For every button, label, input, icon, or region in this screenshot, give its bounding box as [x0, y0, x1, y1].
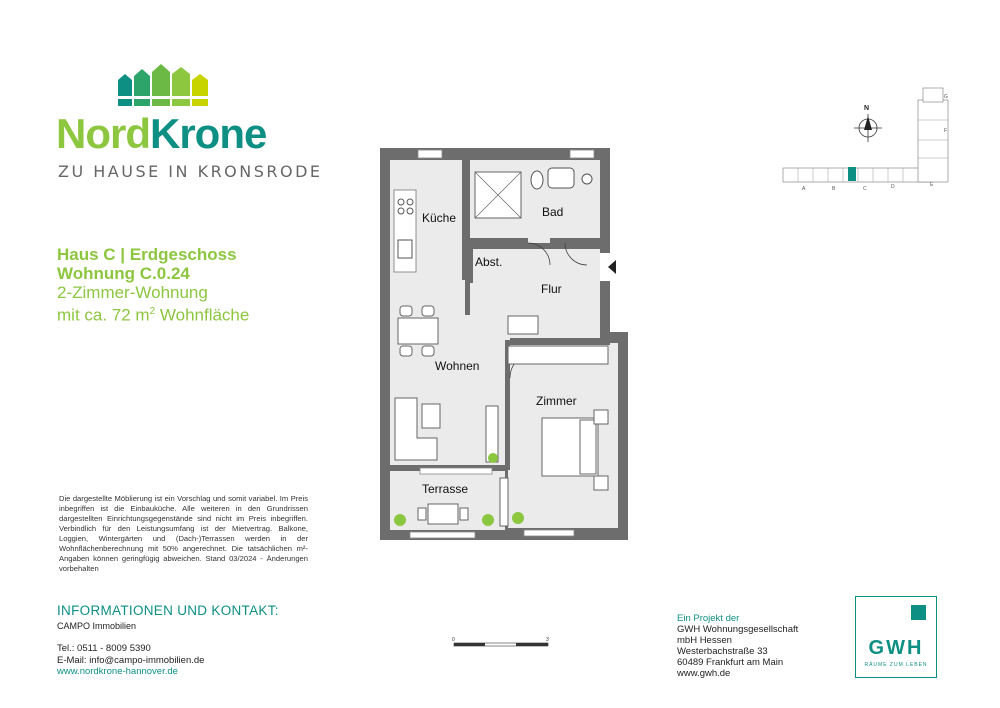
- compass-north-label: N: [864, 105, 870, 112]
- project-city: 60489 Frankfurt am Main: [677, 657, 784, 668]
- unit-house-floor: Haus C | Erdgeschoss: [57, 245, 237, 264]
- gwh-logo: [855, 596, 937, 678]
- scale-bar: [452, 637, 556, 651]
- project-company: GWH Wohnungsgesellschaft: [677, 624, 799, 635]
- site-label-g: G: [944, 94, 948, 100]
- floorplan: [380, 148, 628, 540]
- unit-type: 2-Zimmer-Wohnung: [57, 283, 208, 302]
- scale-start: 0: [452, 637, 455, 643]
- unit-number: Wohnung C.0.24: [57, 264, 190, 283]
- brand-wordmark: [56, 110, 267, 157]
- site-plan: [778, 80, 968, 195]
- room-label-kitchen: Küche: [422, 211, 457, 225]
- site-label-b: B: [832, 186, 836, 192]
- contact-details: [57, 643, 204, 678]
- contact-website-link[interactable]: www.nordkrone-hannover.de: [57, 666, 178, 677]
- brand-name-part1: Nord: [56, 110, 150, 157]
- project-info: [677, 613, 798, 679]
- gwh-logo-letters: GWH: [868, 637, 924, 659]
- site-highlight-unit: [848, 167, 856, 181]
- nordkrone-logo-mark: [110, 62, 216, 106]
- room-label-living: Wohnen: [435, 359, 480, 373]
- site-label-c: C: [863, 186, 867, 192]
- unit-area: [57, 302, 249, 325]
- project-company-2: mbH Hessen: [677, 635, 732, 646]
- contact-phone: Tel.: 0511 - 8009 5390: [57, 643, 151, 654]
- brand-tagline: ZU HAUSE IN KRONSRODE: [58, 162, 323, 181]
- scale-end: 3: [546, 637, 549, 643]
- contact-email[interactable]: E-Mail: info@campo-immobilien.de: [57, 654, 205, 666]
- site-label-d: D: [891, 184, 895, 190]
- unit-area-suffix: Wohnfläche: [155, 305, 250, 325]
- room-label-terrace: Terrasse: [422, 482, 469, 496]
- contact-heading: INFORMATIONEN UND KONTAKT:: [57, 603, 279, 618]
- room-label-storage: Abst.: [475, 255, 503, 269]
- contact-company: CAMPO Immobilien: [57, 621, 137, 631]
- compass-icon: [854, 105, 882, 142]
- room-label-bath: Bad: [542, 205, 564, 219]
- unit-info: [57, 245, 249, 325]
- room-label-hall: Flur: [541, 282, 562, 296]
- site-label-a: A: [802, 186, 806, 192]
- unit-area-sup: 2: [149, 306, 156, 317]
- project-street: Westerbachstraße 33: [677, 646, 768, 657]
- site-label-f: F: [944, 128, 948, 134]
- unit-area-prefix: mit ca. 72 m: [57, 305, 150, 325]
- project-website-link[interactable]: www.gwh.de: [677, 668, 731, 679]
- brand-name-part2: Krone: [150, 110, 267, 157]
- project-intro: Ein Projekt der: [677, 613, 740, 624]
- room-label-bedroom: Zimmer: [536, 394, 577, 408]
- disclaimer-text: Die dargestellte Möblierung ist ein Vorschlag und somit variabel. Im Preis inbegriffen ist die Einbauküche. Alle weiteren in den Grundrissen dargestellten Einrichtungsgegenstände sind nicht im Preis inbegriffen. Verbindlich für den Leistungsumfang ist der Mietvertrag. Balkone, Loggien, Wintergärten und (Dach-)Terrassen werden in der Wohnflächenberechnung mit 50% angerechnet. Die tatsächlichen m²-Angaben können geringfügig abweichen. Stand 03/2024 - Änderungen vorbehalten: [59, 494, 308, 573]
- gwh-logo-claim: RÄUME ZUM LEBEN: [864, 662, 928, 668]
- gwh-logo-square: [911, 605, 926, 620]
- site-label-e: E: [930, 182, 934, 188]
